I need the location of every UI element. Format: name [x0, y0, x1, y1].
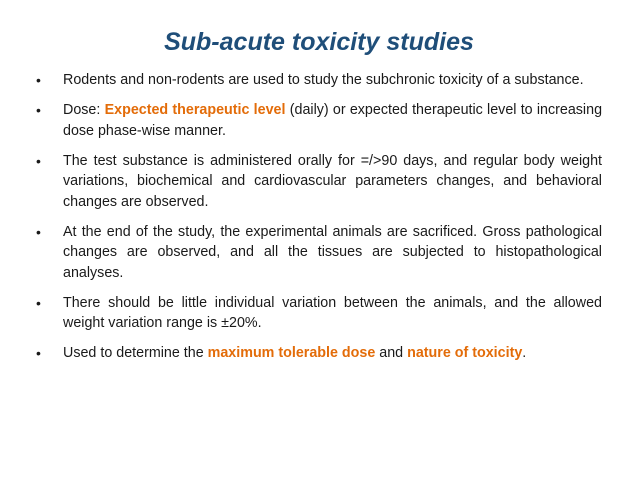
highlighted-term: maximum tolerable dose: [207, 345, 376, 361]
bullet-dot-icon: •: [36, 223, 41, 240]
bullet-text: [63, 224, 602, 281]
highlighted-term: Expected therapeutic level: [104, 102, 286, 118]
bullet-item: [36, 151, 602, 213]
bullet-text: [63, 295, 602, 332]
highlighted-term: nature of toxicity: [407, 345, 523, 361]
bullet-text-part: .: [522, 345, 527, 361]
bullet-text-part: There should be little individual variation between the animals, and the allowed weight variation range is ±20%.: [63, 294, 602, 331]
bullet-text-part: and: [375, 345, 408, 361]
slide-title: Sub-acute toxicity studies: [164, 28, 474, 56]
bullet-list: [36, 70, 602, 373]
bullet-text-part: (daily) or expected therapeutic level to increasing dose phase-wise manner.: [63, 102, 603, 139]
bullet-text-part: At the end of the study, the experimental animals are sacrificed. Gross pathological changes are observed, and all the tissues are subjected to histopathological analyses.: [63, 223, 602, 281]
bullet-item: [36, 70, 602, 91]
bullet-item: [36, 222, 602, 284]
bullet-item: [36, 293, 602, 334]
bullet-text-part: The test substance is administered orally for =/>90 days, and regular body weight variations, biochemical and cardiovascular parameters changes, and behavioral changes are observed.: [63, 152, 602, 210]
bullet-dot-icon: •: [36, 294, 41, 311]
bullet-text: [63, 102, 602, 139]
bullet-dot-icon: •: [36, 345, 41, 361]
bullet-text-part: Used to determine the: [63, 345, 208, 361]
bullet-item: [36, 100, 602, 141]
bullet-text-part: Rodents and non-rodents are used to study the subchronic toxicity of a substance.: [63, 72, 584, 88]
bullet-text: [63, 345, 526, 361]
bullet-item: [36, 343, 602, 364]
bullet-text: [63, 153, 602, 210]
bullet-dot-icon: •: [36, 102, 41, 118]
bullet-text-part: Dose:: [63, 102, 105, 118]
bullet-dot-icon: •: [36, 152, 41, 169]
bullet-dot-icon: •: [36, 72, 41, 88]
bullet-text: [63, 72, 584, 88]
